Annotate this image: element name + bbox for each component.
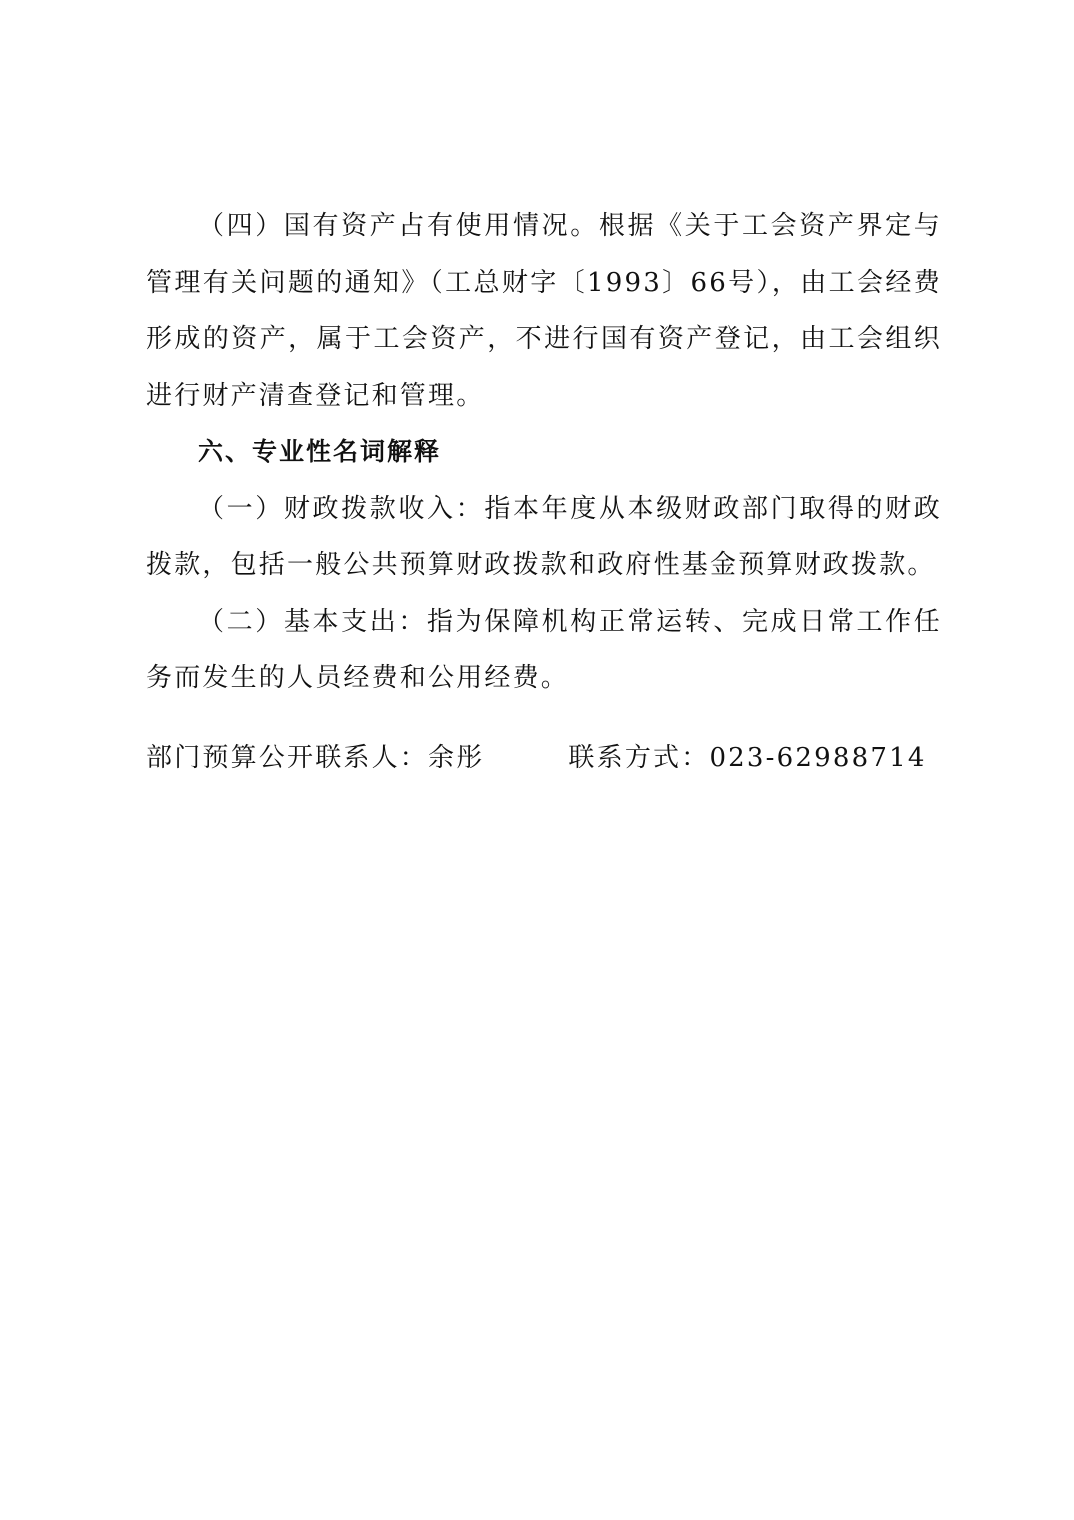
paragraph-basic-expenditure: （二）基本支出：指为保障机构正常运转、完成日常工作任务而发生的人员经费和公用经费。 [146, 606, 942, 693]
contact-phone-number: 023-62988714 [709, 743, 927, 773]
document-body [146, 198, 942, 707]
paragraph-fiscal-appropriation: （一）财政拨款收入：指本年度从本级财政部门取得的财政拨款，包括一般公共预算财政拨款和政府性基金预算财政拨款。 [146, 493, 942, 580]
contact-person-label: 部门预算公开联系人： [146, 743, 429, 773]
paragraph-state-assets: （四）国有资产占有使用情况。根据《关于工会资产界定与管理有关问题的通知》（工总财字〔1993〕66号），由工会经费形成的资产，属于工会资产，不进行国有资产登记，由工会组织进行财产清查登记和管理。 [146, 211, 942, 411]
contact-line [146, 736, 942, 780]
contact-phone-label: 联系方式： [568, 743, 710, 773]
section-heading-terms: 六、专业性名词解释 [198, 437, 442, 466]
contact-person-name: 余彤 [428, 743, 485, 773]
